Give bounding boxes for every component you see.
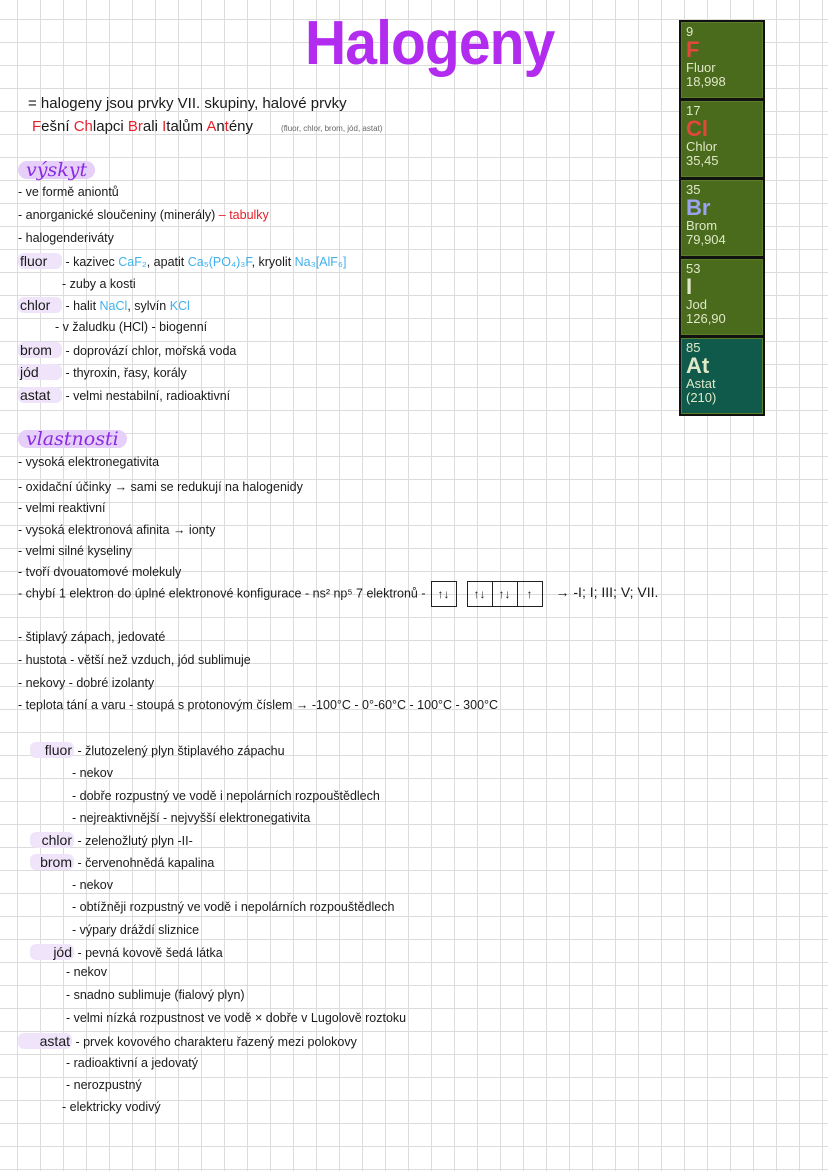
chemical-formula: KCl xyxy=(169,299,190,313)
text-segment: - v žaludku (HCl) - biogenní xyxy=(55,320,208,334)
note-line xyxy=(18,500,106,516)
text-segment: - obtížněji rozpustný ve vodě i nepolárních rozpouštědlech xyxy=(72,900,395,914)
atomic-number: 35 xyxy=(686,182,701,197)
note-line xyxy=(18,184,119,200)
element-tile-iodine xyxy=(681,259,763,335)
note-line xyxy=(72,788,380,804)
chemical-formula: Ca₅(PO₄)₃F xyxy=(187,255,252,269)
atomic-mass: (210) xyxy=(686,390,717,405)
note-line xyxy=(18,297,190,314)
text-segment: - nekovy - dobré izolanty xyxy=(18,676,155,690)
note-line xyxy=(18,675,154,691)
text-segment: - radioaktivní a jedovatý xyxy=(66,1056,199,1070)
orbital-box: ↑ xyxy=(526,587,533,601)
note-line xyxy=(18,581,658,607)
note-line xyxy=(72,899,394,915)
text-segment: - elektricky vodivý xyxy=(62,1100,161,1114)
element-tile-fluorine xyxy=(681,22,763,98)
element-label: jód xyxy=(18,364,62,380)
orbital-diagram xyxy=(431,581,457,607)
text-segment: - červenohnědá kapalina xyxy=(74,856,215,870)
note-line xyxy=(66,1077,142,1093)
note-line xyxy=(72,877,113,893)
text-segment: lapci xyxy=(92,118,128,135)
text-segment: - dobře rozpustný ve vodě i nepolárních rozpouštědlech xyxy=(72,789,380,803)
mnemonic-letter: A xyxy=(206,118,217,135)
text-segment: - teplota tání a varu - stoupá s protonovým číslem → -100°C - 0°-60°C - 100°C - 300°C xyxy=(18,698,499,712)
text-segment: - žlutozelený plyn štiplavého zápachu xyxy=(74,744,285,758)
text-segment: - nerozpustný xyxy=(66,1078,142,1092)
note-line xyxy=(18,1033,357,1050)
intro-line xyxy=(32,119,382,137)
atomic-number: 17 xyxy=(686,103,701,118)
intro-line xyxy=(28,96,347,112)
text-segment: - štiplavý zápach, jedovaté xyxy=(18,630,166,644)
atomic-mass: 35,45 xyxy=(686,153,719,168)
note-line xyxy=(18,652,251,668)
element-tile-bromine xyxy=(681,180,763,256)
text-segment: - halit xyxy=(62,299,100,313)
text-segment: - zelenožlutý plyn -II- xyxy=(74,834,193,848)
text-segment: - nekov xyxy=(72,766,113,780)
note-line xyxy=(18,564,181,580)
note-line xyxy=(18,364,187,381)
note-line xyxy=(30,742,285,759)
text-segment: - thyroxin, řasy, korály xyxy=(62,366,187,380)
intro-note: (fluor, chlor, brom, jód, astat) xyxy=(281,124,383,133)
periodic-table-group-17 xyxy=(679,20,765,416)
highlight-text: – tabulky xyxy=(218,208,269,222)
atomic-number: 53 xyxy=(686,261,701,276)
element-name: Astat xyxy=(686,376,716,391)
page-title: Halogeny xyxy=(305,9,555,78)
element-symbol: Cl xyxy=(686,116,708,141)
chemical-formula: Na₃[AlF₆] xyxy=(294,255,347,269)
text-segment: - ve formě aniontů xyxy=(18,185,119,199)
text-segment: - výpary dráždí sliznice xyxy=(72,923,200,937)
atomic-mass: 126,90 xyxy=(686,311,726,326)
mnemonic-letter: I xyxy=(162,118,167,135)
text-segment: - kazivec xyxy=(62,255,119,269)
note-line xyxy=(18,454,159,470)
orbital-diagram xyxy=(467,581,543,607)
text-segment: - doprovází chlor, mořská voda xyxy=(62,344,237,358)
text-segment: , kryolit xyxy=(251,255,295,269)
text-segment: - zuby a kosti xyxy=(62,277,136,291)
chemical-formula: CaF₂ xyxy=(118,255,147,269)
note-line xyxy=(66,964,107,980)
note-line xyxy=(72,810,310,826)
element-label: jód xyxy=(30,944,74,960)
text-segment: talům xyxy=(166,118,207,135)
note-line xyxy=(18,697,498,713)
text-segment: ešní xyxy=(41,118,74,135)
note-line xyxy=(66,987,245,1003)
text-segment: , apatit xyxy=(146,255,188,269)
text-segment: - prvek kovového charakteru řazený mezi polokovy xyxy=(72,1035,357,1049)
note-line xyxy=(18,342,236,359)
element-tile-chlorine xyxy=(681,101,763,177)
text-segment: - nekov xyxy=(72,878,113,892)
element-symbol: Br xyxy=(686,195,711,220)
text-segment: ény xyxy=(228,118,254,135)
chemical-formula: NaCl xyxy=(99,299,128,313)
note-line xyxy=(30,854,214,871)
section-heading: výskyt xyxy=(18,161,95,179)
text-segment: , sylvín xyxy=(127,299,170,313)
element-name: Brom xyxy=(686,218,718,233)
orbital-box: ↑↓ xyxy=(437,587,450,601)
mnemonic-letter: Ch xyxy=(73,118,93,135)
atomic-number: 9 xyxy=(686,24,694,39)
oxidation-states: → -I; I; III; V; VII. xyxy=(555,584,659,601)
orbital-box: ↑↓ xyxy=(468,582,493,606)
text-segment: n xyxy=(216,118,225,135)
element-symbol: I xyxy=(686,274,693,299)
element-label: fluor xyxy=(30,742,74,758)
element-symbol: F xyxy=(686,37,700,62)
note-line xyxy=(18,522,215,538)
text-segment: - anorganické sloučeniny (minerály) xyxy=(18,208,219,222)
note-line xyxy=(18,543,132,559)
text-segment: - hustota - větší než vzduch, jód sublimuje xyxy=(18,653,251,667)
note-line xyxy=(62,276,136,292)
text-segment: - velmi nestabilní, radioaktivní xyxy=(62,389,231,403)
mnemonic-letter: Br xyxy=(127,118,143,135)
element-name: Chlor xyxy=(686,139,718,154)
element-label: brom xyxy=(18,342,62,358)
text-segment: = halogeny jsou prvky VII. skupiny, halové prvky xyxy=(28,95,347,112)
element-label: brom xyxy=(30,854,74,870)
text-segment: - nekov xyxy=(66,965,107,979)
note-line xyxy=(66,1055,198,1071)
note-line xyxy=(55,319,207,335)
element-label: astat xyxy=(18,1033,72,1049)
section-heading: vlastnosti xyxy=(18,430,127,448)
element-name: Jod xyxy=(686,297,707,312)
atomic-mass: 79,904 xyxy=(686,232,726,247)
mnemonic-letter: F xyxy=(32,118,42,135)
note-line xyxy=(18,253,346,270)
atomic-mass: 18,998 xyxy=(686,74,726,89)
note-line xyxy=(62,1099,161,1115)
text-segment: - velmi reaktivní xyxy=(18,501,106,515)
text-segment: - oxidační účinky → sami se redukují na halogenidy xyxy=(18,480,303,494)
text-segment: - vysoká elektronegativita xyxy=(18,455,160,469)
element-symbol: At xyxy=(686,353,710,378)
element-label: chlor xyxy=(30,832,74,848)
text-segment: - chybí 1 elektron do úplné elektronové konfigurace - ns² np⁵ 7 elektronů - xyxy=(18,586,426,601)
element-tile-astatine xyxy=(681,338,763,414)
text-segment: - tvoří dvouatomové molekuly xyxy=(18,565,182,579)
element-label: astat xyxy=(18,387,62,403)
note-line xyxy=(18,479,303,495)
note-line xyxy=(18,629,165,645)
note-line xyxy=(72,765,113,781)
note-line xyxy=(18,207,269,223)
atomic-number: 85 xyxy=(686,340,701,355)
element-label: fluor xyxy=(18,253,62,269)
text-segment: - nejreaktivnější - nejvyšší elektronegativita xyxy=(72,811,311,825)
text-segment: - snadno sublimuje (fialový plyn) xyxy=(66,988,245,1002)
text-segment: - velmi silné kyseliny xyxy=(18,544,132,558)
note-line xyxy=(30,944,223,961)
note-line xyxy=(18,387,230,404)
note-line xyxy=(72,922,199,938)
note-line xyxy=(30,832,193,849)
text-segment: - vysoká elektronová afinita → ionty xyxy=(18,523,216,537)
element-name: Fluor xyxy=(686,60,716,75)
mnemonic-letter: t xyxy=(224,118,229,135)
text-segment: ali xyxy=(142,118,163,135)
orbital-box: ↑↓ xyxy=(493,582,518,606)
note-line xyxy=(18,230,114,246)
text-segment: - velmi nízká rozpustnost ve vodě × dobře v Lugolově roztoku xyxy=(66,1011,407,1025)
text-segment: - pevná kovově šedá látka xyxy=(74,946,223,960)
note-line xyxy=(66,1010,406,1026)
text-segment: - halogenderiváty xyxy=(18,231,114,245)
element-label: chlor xyxy=(18,297,62,313)
